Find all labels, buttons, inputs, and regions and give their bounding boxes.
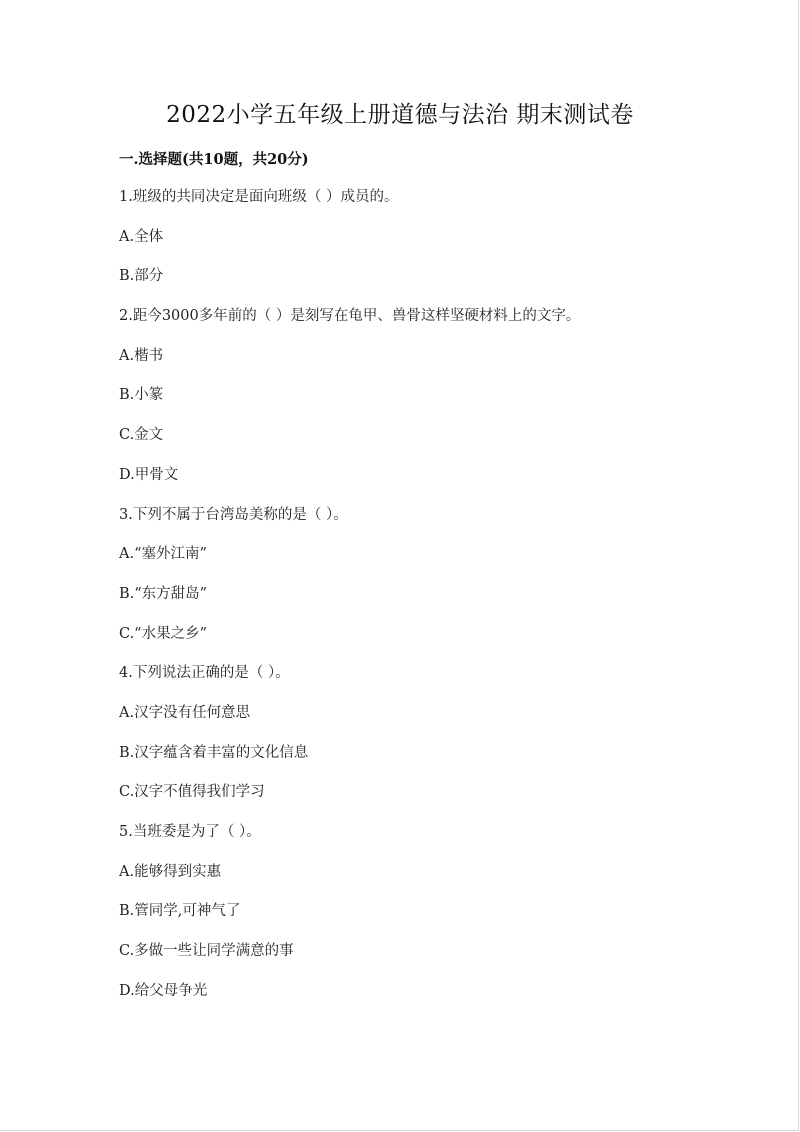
answer-option: B.部分 [119,268,164,285]
answer-option: C.金文 [119,427,164,444]
answer-option: B.管同学,可神气了 [119,903,241,920]
answer-option: C.汉字不值得我们学习 [119,784,265,801]
answer-option: D.甲骨文 [119,466,179,483]
answer-option: A.“塞外江南” [119,546,207,563]
answer-option: B.“东方甜岛” [119,585,208,602]
section-heading: 一.选择题(共10题，共20分) [119,151,309,168]
question-stem: 4.下列说法正确的是（ ）。 [119,665,290,682]
page-title: 2022小学五年级上册道德与法治 期末测试卷 [166,102,634,128]
question-list [119,184,739,1017]
answer-option: A.全体 [119,228,164,245]
question-stem: 3.下列不属于台湾岛美称的是（ ）。 [119,506,348,523]
answer-option: B.小篆 [119,387,164,404]
answer-option: C.“水果之乡” [119,625,208,642]
answer-option: D.给父母争光 [119,982,208,999]
answer-option: C.多做一些让同学满意的事 [119,943,294,960]
answer-option: B.汉字蕴含着丰富的文化信息 [119,744,309,761]
answer-option: A.汉字没有任何意思 [119,704,251,721]
question-stem: 1.班级的共同决定是面向班级（ ）成员的。 [119,189,399,205]
question-stem: 2.距今3000多年前的（ ）是刻写在龟甲、兽骨这样坚硬材料上的文字。 [119,308,581,325]
question-stem: 5.当班委是为了（ ）。 [119,824,261,840]
answer-option: A.楷书 [119,347,164,364]
answer-option: A.能够得到实惠 [119,863,222,880]
